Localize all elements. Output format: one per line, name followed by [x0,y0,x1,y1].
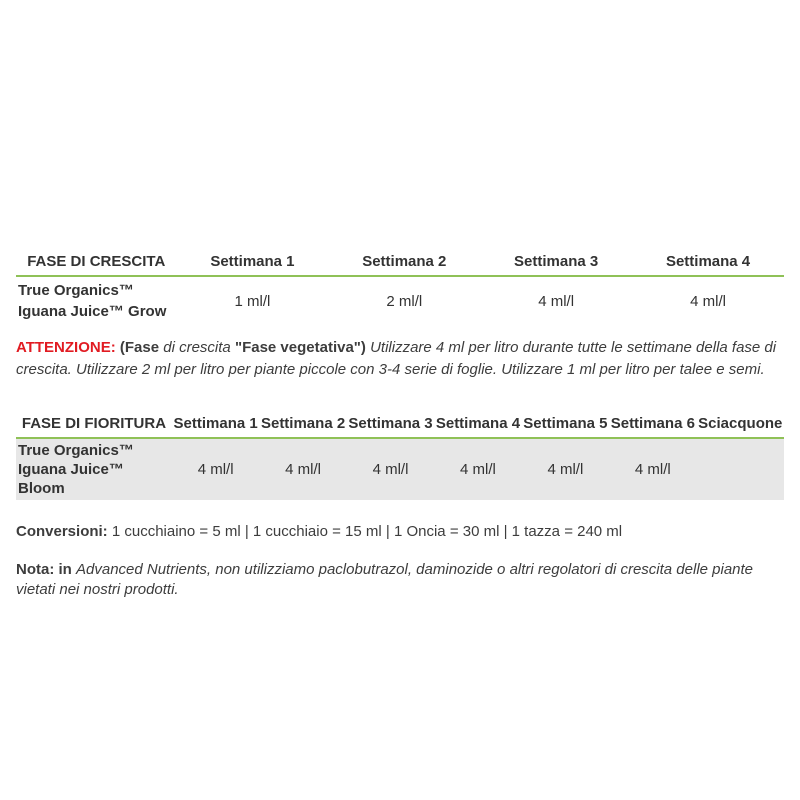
bloom-table-title [16,415,172,438]
text-segment: "Fase vegetativa") [234,339,371,356]
bloom-product-name: True Organics™ Iguana Juice™ Bloom [16,438,172,500]
text-segment: Utilizzare 4 ml per litro durante tutte le settimane della fase di crescita. Utilizzare 2 ml per litro per piante piccole con 3-4 serie di foglie. Utilizzare 1 ml per litro per talee e semi. [16,339,777,378]
grow-column-header-week4: Settimana 4 [632,253,784,276]
grow-dose-week2: 2 ml/l [386,292,423,310]
grow-dose-week3: 4 ml/l [538,292,575,310]
text-segment: 1 cucchiaino = 5 ml | 1 cucchiaio = 15 ml | 1 Oncia = 30 ml | 1 tazza = 240 ml [111,523,623,540]
bloom-column-header-flush: Sciacquone [697,415,784,438]
text-segment: (Fase [119,339,164,356]
bloom-dose-week4: 4 ml/l [434,438,521,500]
bloom-column-header-week3: Settimana 3 [347,415,434,438]
text-segment: ATTENZIONE: [16,339,120,356]
page-content [0,253,800,600]
bloom-table-header-row [16,415,784,438]
text-segment: Nota: in [16,561,76,578]
bloom-table-title-label: FASE DI FIORITURA [21,415,167,432]
bloom-dose-week3: 4 ml/l [347,438,434,500]
bloom-column-header-week1: Settimana 1 [172,415,259,438]
bloom-dose-week5: 4 ml/l [522,438,609,500]
grow-dose-week1: 1 ml/l [234,292,271,310]
bloom-table [16,415,784,500]
grow-table-section [16,253,784,325]
text-segment: di crescita [163,339,235,356]
bloom-column-header-week6: Settimana 6 [609,415,696,438]
grow-column-header-week2: Settimana 2 [328,253,480,276]
bloom-dose-week6: 4 ml/l [609,438,696,500]
grow-product-row [16,276,784,325]
bloom-column-header-week2: Settimana 2 [259,415,346,438]
attention-note [16,337,784,381]
bloom-column-header-week4: Settimana 4 [434,415,521,438]
grow-column-header-week3: Settimana 3 [480,253,632,276]
bloom-product-row [16,438,784,500]
grow-table [16,253,784,325]
text-segment: Advanced Nutrients, non utilizziamo paclobutrazol, daminozide o altri regolatori di crescita delle piante vietati nei nostri prodotti. [16,561,754,598]
bloom-dose-week2: 4 ml/l [259,438,346,500]
bloom-column-header-week5: Settimana 5 [522,415,609,438]
grow-column-header-week1: Settimana 1 [177,253,329,276]
conversions-note [16,522,784,542]
bloom-dose-flush [697,438,784,500]
text-segment: Conversioni: [16,523,112,540]
bloom-table-section [16,415,784,500]
grow-table-title-label: FASE DI CRESCITA [27,253,166,270]
grow-product-name: True Organics™ Iguana Juice™ Grow [18,282,167,320]
grow-dose-week4: 4 ml/l [690,292,726,310]
bloom-dose-week1: 4 ml/l [172,438,259,500]
grow-table-title [16,253,177,276]
footer-note [16,560,784,600]
grow-table-header-row [16,253,784,276]
